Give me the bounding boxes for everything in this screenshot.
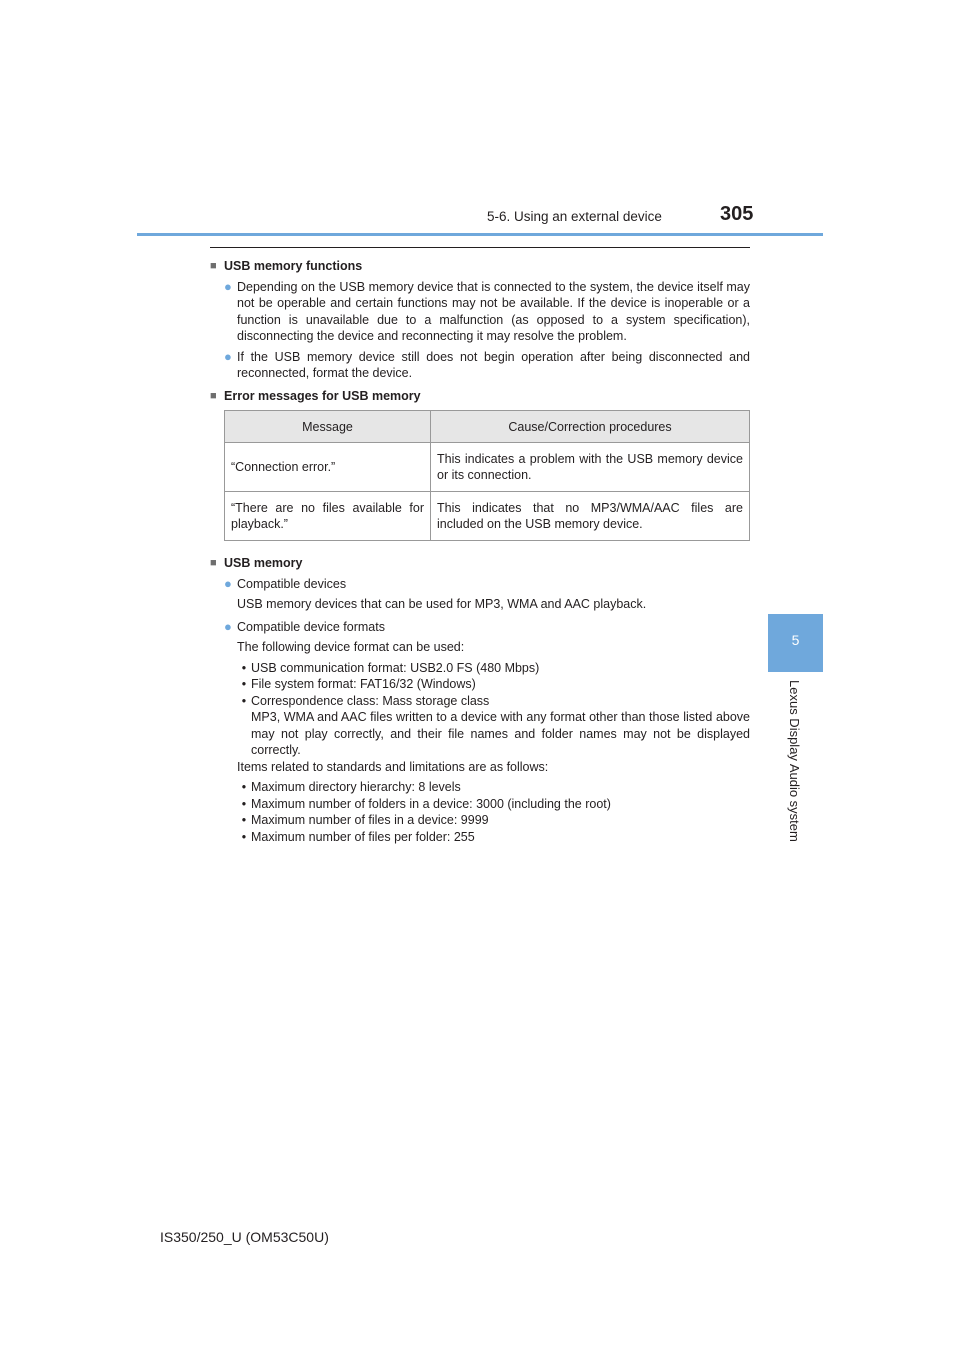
circle-bullet-icon: ●: [224, 278, 232, 294]
page-number: 305: [720, 203, 754, 225]
section-title: 5-6. Using an external device: [487, 209, 662, 224]
small-bullet-icon: •: [241, 780, 247, 794]
list-item: [224, 279, 750, 345]
sub-item-text: Maximum number of files per folder: 255: [251, 829, 475, 844]
small-bullet-icon: •: [241, 829, 247, 844]
sub-list-item: [237, 660, 750, 677]
column-header-message: Message: [225, 411, 431, 443]
bullet-text: Depending on the USB memory device that is connected to the system, the device itself may not be operable and certain functions may not be available. If the device is inoperable or a function is unavailable due to a malfunction (as opposed to a system specification), disconnecting the device and reconnecting it may resolve the problem.: [237, 279, 750, 343]
bullet-text: Compatible device formats: [237, 619, 385, 634]
table-header-row: [225, 411, 750, 443]
chapter-tab: 5: [768, 614, 823, 672]
header-rule: [137, 233, 823, 236]
list-item: [224, 349, 750, 382]
page-content: [210, 258, 750, 845]
sub-list-item: [237, 796, 750, 813]
table-row: [225, 443, 750, 492]
sub-item-text: Maximum directory hierarchy: 8 levels: [251, 780, 461, 794]
usb-functions-heading: [210, 258, 750, 275]
sub-list-item: [237, 829, 750, 846]
column-header-cause: Cause/Correction procedures: [431, 411, 750, 443]
paragraph: Items related to standards and limitations are as follows:: [237, 759, 549, 774]
bullet-text: Compatible devices: [237, 576, 347, 591]
table-cell-cause: This indicates that no MP3/WMA/AAC files are included on the USB memory device.: [431, 492, 750, 541]
paragraph: The following device format can be used:: [237, 640, 465, 654]
sub-list-item: [237, 693, 750, 710]
sub-item-text: Maximum number of files in a device: 9999: [251, 813, 489, 827]
table-cell-message: “There are no files available for playback.”: [225, 492, 431, 541]
circle-bullet-icon: ●: [224, 348, 232, 364]
table-cell-message: “Connection error.”: [225, 443, 431, 492]
chapter-title: Lexus Display Audio system: [787, 680, 802, 842]
small-bullet-icon: •: [241, 677, 247, 691]
sub-item-text: File system format: FAT16/32 (Windows): [251, 677, 476, 691]
table-row: [225, 492, 750, 541]
sub-list-item: [237, 812, 750, 829]
square-bullet-icon: ■: [210, 389, 217, 402]
sub-item-text: Correspondence class: Mass storage class: [251, 693, 490, 708]
small-bullet-icon: •: [241, 813, 247, 827]
footer-model: IS350/250_U (OM53C50U): [160, 1229, 329, 1245]
circle-bullet-icon: ●: [224, 575, 232, 591]
square-bullet-icon: ■: [210, 260, 217, 272]
sub-list-item: [237, 676, 750, 693]
table-cell-cause: This indicates a problem with the USB memory device or its connection.: [431, 443, 750, 492]
paragraph: USB memory devices that can be used for MP3, WMA and AAC playback.: [237, 597, 647, 611]
error-messages-heading: [210, 388, 750, 405]
list-item: [224, 576, 750, 593]
list-item: [224, 619, 750, 636]
heading-text: USB memory: [224, 556, 303, 570]
sub-item-text: USB communication format: USB2.0 FS (480 Mbps): [251, 660, 540, 675]
bullet-text: If the USB memory device still does not begin operation after being disconnected and reconnected, format the device.: [237, 349, 750, 380]
heading-text: USB memory functions: [224, 259, 363, 273]
small-bullet-icon: •: [241, 660, 247, 675]
sub-item-text: Maximum number of folders in a device: 3000 (including the root): [251, 796, 611, 811]
small-bullet-icon: •: [241, 693, 247, 708]
sub-list-item: [237, 779, 750, 796]
content-rule: [210, 247, 750, 248]
error-table: [224, 410, 750, 541]
usb-memory-heading: [210, 555, 750, 572]
format-note: MP3, WMA and AAC files written to a device with any format other than those listed above may not play correctly, and their file names and folder names may not be displayed correctly.: [251, 710, 750, 757]
square-bullet-icon: ■: [210, 557, 217, 569]
heading-text: Error messages for USB memory: [224, 388, 421, 403]
circle-bullet-icon: ●: [224, 618, 232, 634]
small-bullet-icon: •: [241, 796, 247, 811]
